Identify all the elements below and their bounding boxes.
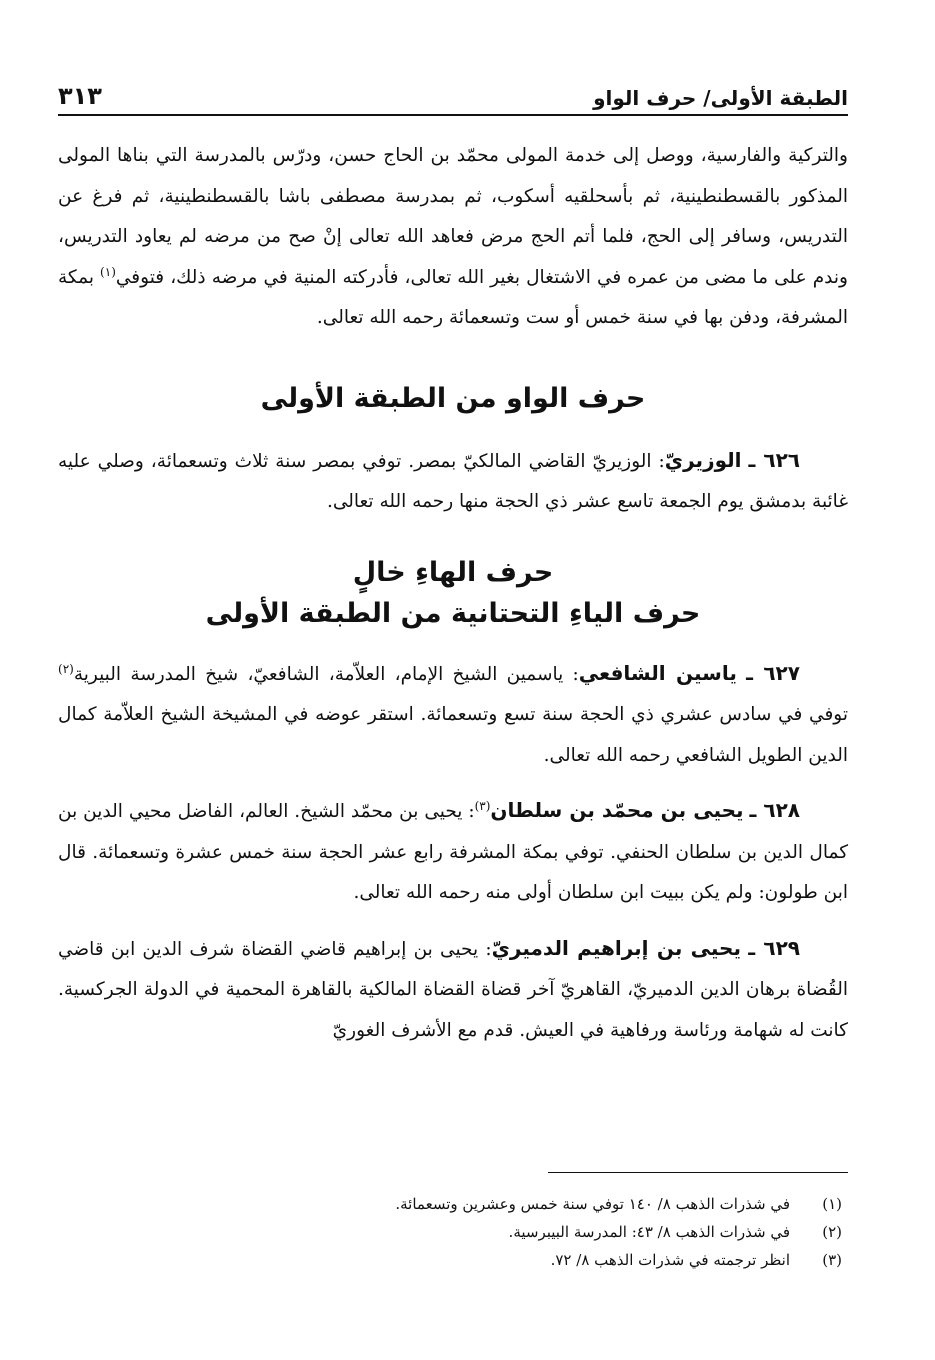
footnote-3: [58, 1246, 848, 1274]
entry-name: يحيى بن محمّد بن سلطان: [490, 798, 744, 822]
entry-name: ياسين الشافعي: [578, 660, 737, 685]
entry-number: ٦٢٧ ـ: [746, 660, 800, 685]
entry-name: يحيى بن إبراهيم الدميريّ: [491, 935, 741, 960]
footnote-text: في شذرات الذهب ٨/ ٤٣: المدرسة البيبرسية.: [508, 1223, 790, 1241]
footnote-number: (١): [822, 1195, 842, 1213]
intro-paragraph-end: بمكة المشرفة، ودفن بها في سنة خمس أو ست وتسعمائة رحمه الله تعالى.: [58, 266, 848, 328]
entry-text: : يحيى بن محمّد الشيخ. العالم، الفاضل محيي الدين بن كمال الدين بن سلطان الحنفي. توفي بمكة المشرفة رابع عشر الحجة سنة خمس عشرة وتسعمائة. قال ابن طولون: ولم يكن ببيت ابن سلطان أولى منه رحمه الله تعالى.: [58, 801, 848, 903]
footnotes: [58, 1190, 848, 1274]
footnote-2: [58, 1218, 848, 1246]
entry-number: ٦٢٦ ـ: [748, 447, 800, 472]
entry-629: [58, 928, 848, 1052]
entry-text: : ياسمين الشيخ الإمام، العلاّمة، الشافعيّ، شيخ المدرسة البيرية: [73, 663, 579, 685]
body-text: [58, 136, 848, 1051]
entry-name: الوزيريّ: [664, 447, 742, 472]
entry-text: : الوزيريّ القاضي المالكيّ بمصر. توفي بمصر سنة ثلاث وتسعمائة، وصلي عليه غائبة بدمشق يوم الجمعة تاسع عشر ذي الحجة منها رحمه الله تعالى.: [58, 450, 848, 512]
footnote-ref-1: (١): [100, 264, 116, 279]
running-title: الطبقة الأولى/ حرف الواو: [593, 86, 848, 110]
entry-627: [58, 653, 848, 777]
intro-paragraph-text: والتركية والفارسية، ووصل إلى خدمة المولى محمّد بن الحاج حسن، ودرّس بالمدرسة التي بناها المولى المذكور بالقسطنطينية، ثم بأسحلقيه أسكوب، ثم بمدرسة مصطفى باشا بالقسطنطينية، ثم فرغ عن التدريس، وسافر إلى الحج، فلما أتم الحج مرض فعاهد الله تعالى إنْ صح من مرضه لم يعاود التدريس، وندم على ما مضى من عمره في الاشتغال بغير الله تعالى، فأدركته المنية في مرضه ذلك، فتوفي: [58, 145, 848, 288]
footnote-ref-3: (٣): [474, 798, 491, 813]
footnote-divider: [548, 1172, 848, 1173]
intro-paragraph: [58, 136, 848, 339]
entry-number: ٦٢٨ ـ: [749, 798, 800, 822]
footnote-number: (٣): [822, 1251, 842, 1269]
entry-text-end: توفي في سادس عشري ذي الحجة سنة تسع وتسعمائة. استقر عوضه في المشيخة الشيخ العلاّمة كمال الدين الطويل الشافعي رحمه الله تعالى.: [58, 704, 848, 766]
entry-626: [58, 440, 848, 523]
heading-letter-ha: حرف الهاءِ خالٍ: [352, 556, 554, 588]
heading-letter-waw: حرف الواو من الطبقة الأولى: [260, 382, 646, 414]
footnote-1: [58, 1190, 848, 1218]
entry-628: [58, 790, 848, 914]
footnote-text: في شذرات الذهب ٨/ ١٤٠ توفي سنة خمس وعشرين وتسعمائة.: [395, 1195, 790, 1213]
footnote-text: انظر ترجمته في شذرات الذهب ٨/ ٧٢.: [550, 1251, 790, 1269]
book-page: [58, 70, 848, 1269]
entry-number: ٦٢٩ ـ: [748, 935, 800, 960]
footnote-ref-2: (٢): [58, 661, 74, 676]
running-header: [58, 70, 848, 116]
footnote-number: (٢): [822, 1223, 842, 1241]
entry-text: : يحيى بن إبراهيم قاضي القضاة شرف الدين ابن قاضي القُضاة برهان الدين الدميريّ، القاهريّ آخر قضاة القضاة المالكية بالقاهرة المحمية في الدولة الجركسية. كانت له شهامة ورئاسة ورفاهية في العيش. قدم مع الأشرف الغوريّ: [58, 938, 848, 1041]
heading-letter-ya: حرف الياءِ التحتانية من الطبقة الأولى: [205, 597, 701, 629]
page-number: ٣١٣: [58, 82, 102, 110]
